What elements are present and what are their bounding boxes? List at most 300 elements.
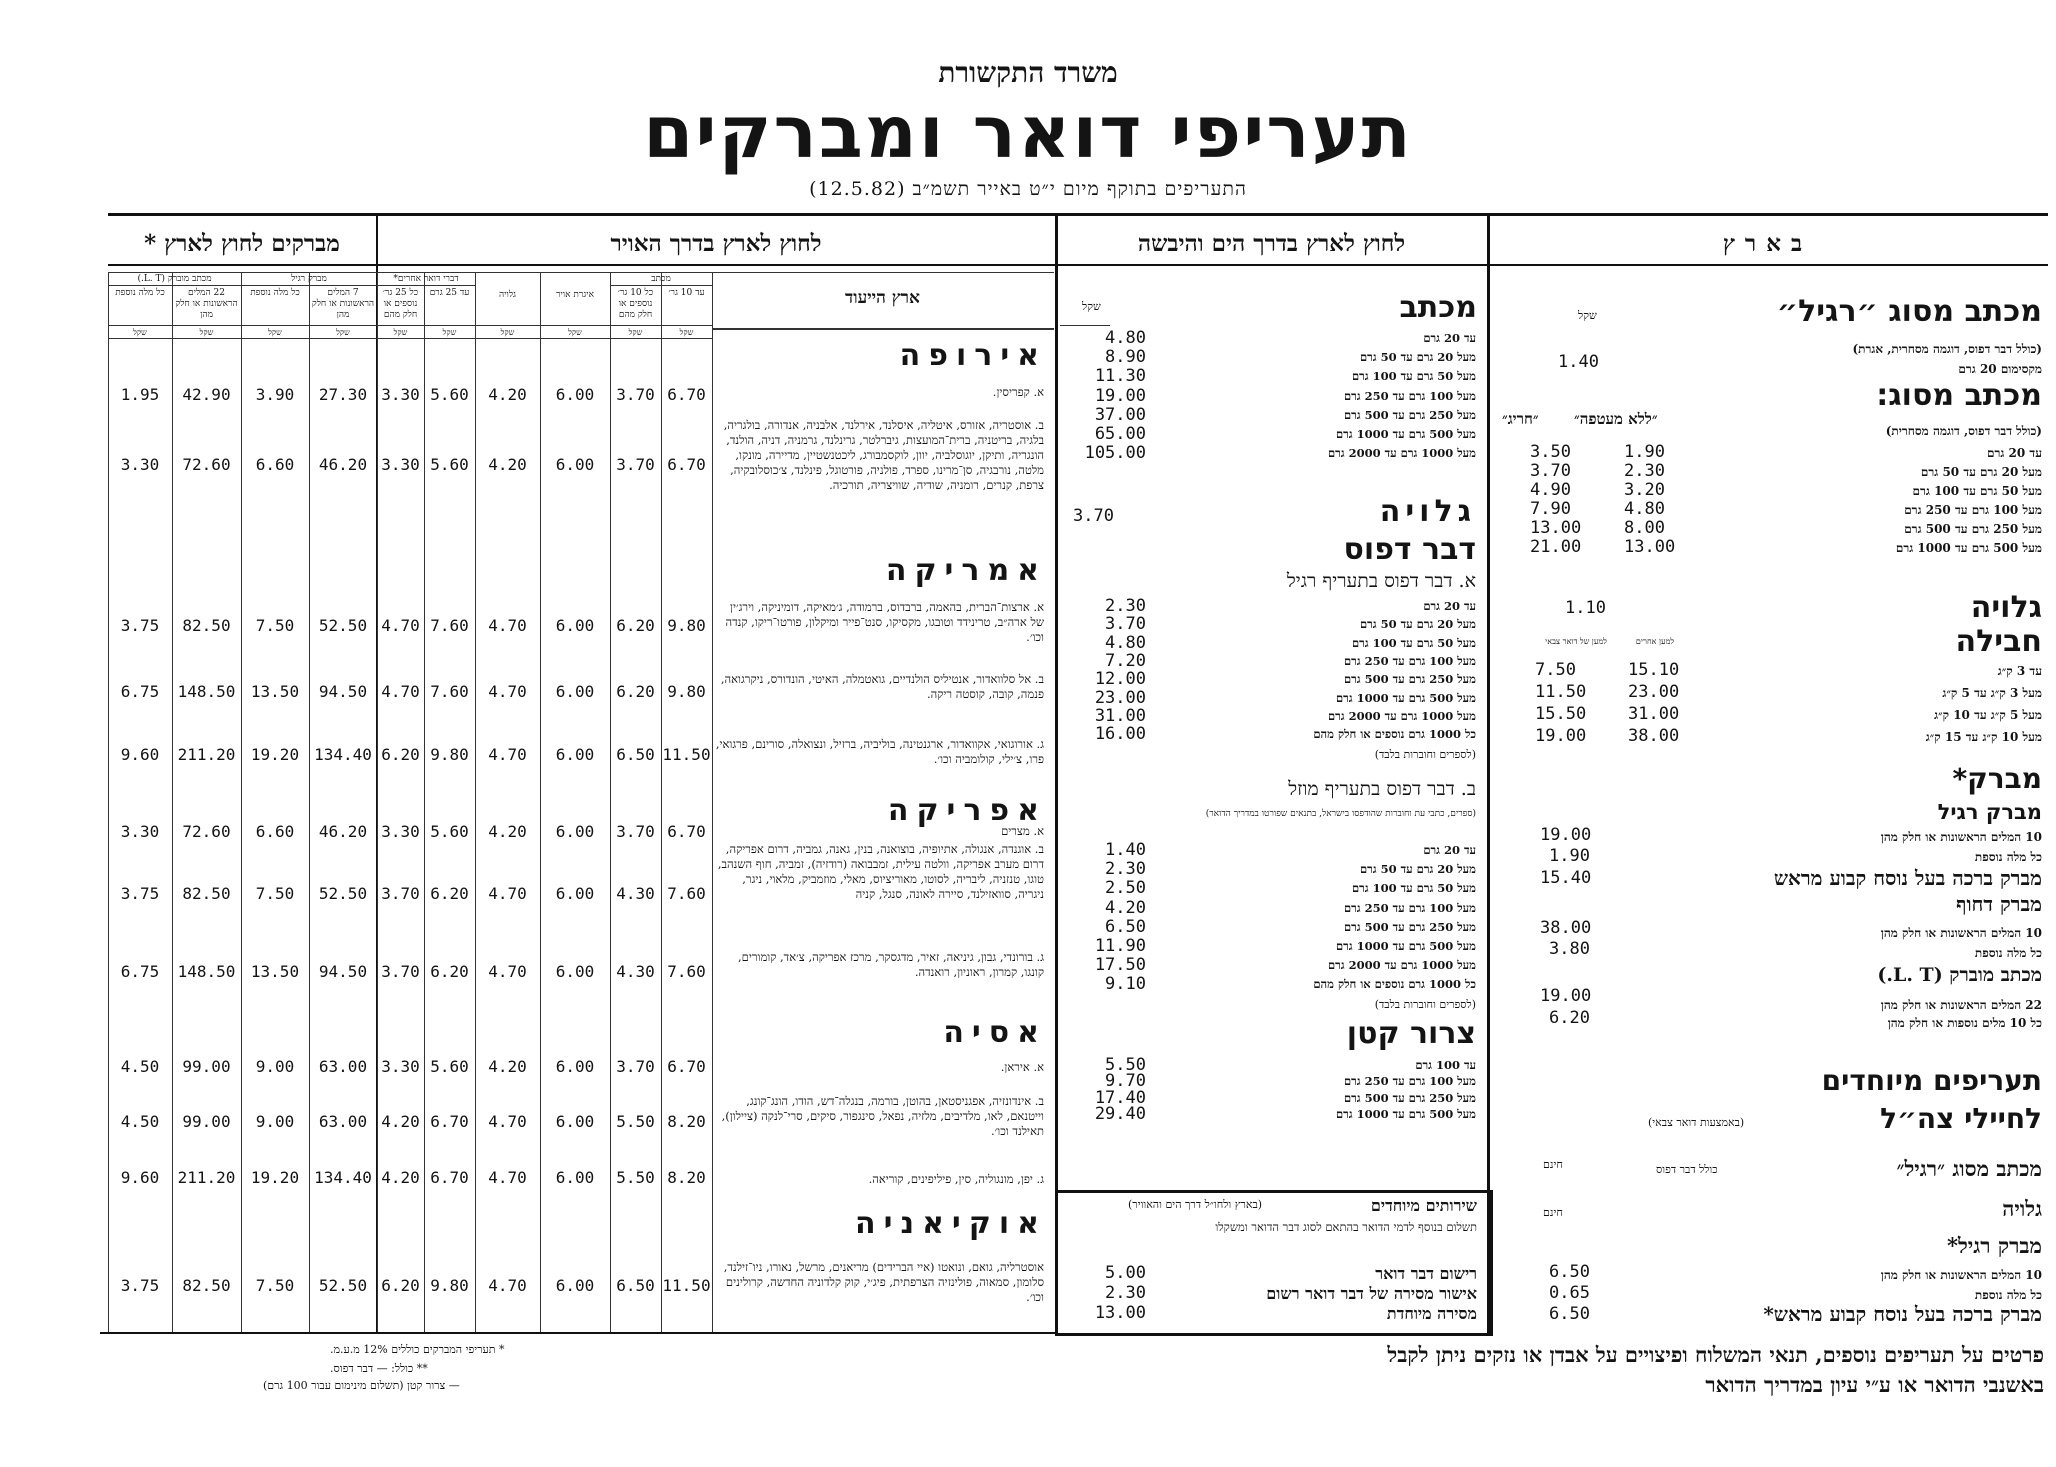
printed-b-row-price: 2.30 [1105, 859, 1146, 880]
letter-type-row-a: 4.90 [1530, 480, 1571, 500]
air-rate-lt-first22: 99.00 [182, 1057, 231, 1076]
printed-a-row-price: 31.00 [1094, 705, 1146, 726]
air-rate-aerogram: 6.00 [555, 455, 595, 474]
air-rate-aerogram: 6.00 [555, 822, 595, 841]
printed-b-row-label: מעל 1000 גרם עד 2000 גרם [1327, 958, 1476, 973]
parcel-row-a: 19.00 [1535, 726, 1587, 746]
printed-a-row-label: מעל 20 גרם עד 50 גרם [1359, 617, 1476, 632]
air-destination-text: א. מצרים [1001, 824, 1044, 838]
air-rate-print-each25: 4.70 [381, 616, 420, 635]
page-title: תעריפי דואר ומברקים [643, 90, 1413, 174]
printed-b-row-label: מעל 250 גרם עד 500 גרם [1343, 919, 1476, 934]
air-rate-lt-first22: 148.50 [177, 682, 236, 701]
letter-type-row-a: 21.00 [1530, 537, 1582, 557]
regular-letter-max-price: 1.40 [1558, 352, 1599, 372]
urgent-extra-label: כל מלה נוספת [1974, 946, 2042, 960]
small-packet-row-label: מעל 500 גרם עד 1000 גרם [1335, 1106, 1476, 1121]
air-destination-text: א. ארצות־הברית, בהאמה, ברבדוס, ברמודה, ג׳מאיקה, דומיניקה, וירג׳ין של ארה״ב, טרינידד וטובגו, מקסיקו, סנט־פייר ומיקלון, פורטו־ריקו, קנדה וכו׳. [725, 600, 1044, 644]
printed-b-row-price: 6.50 [1105, 916, 1146, 937]
special-row-label: אישור מסירה של דבר דואר רשום [1266, 1284, 1477, 1303]
parcel-row-label: עד 3 ק״ג [1997, 664, 2042, 678]
printed-a-row-label: מעל 100 גרם עד 250 גרם [1343, 653, 1476, 668]
air-rate-print-each25: 6.20 [381, 1276, 420, 1295]
letter-type-row-b: 1.90 [1624, 442, 1665, 462]
printed-a-row-price: 16.00 [1094, 724, 1146, 745]
section-air: לחוץ לארץ בדרך האויר [610, 230, 822, 257]
air-rate-print-upto25: 7.60 [430, 682, 469, 701]
printed-a-row-price: 4.80 [1105, 632, 1146, 653]
air-rate-aerogram: 6.00 [555, 385, 595, 404]
air-rate-tel-first7: 94.50 [318, 682, 368, 701]
air-print-group: דברי דואר אחרים* [393, 274, 459, 284]
urgent-first10-price: 38.00 [1540, 918, 1592, 938]
printed-b-row-price: 1.40 [1105, 840, 1146, 860]
air-rate-print-each25: 3.30 [381, 1057, 420, 1076]
air-rate-postcard: 4.70 [488, 1168, 527, 1187]
air-rate-print-each25: 4.70 [381, 682, 420, 701]
letter-type-row-b: 4.80 [1624, 499, 1665, 519]
air-rate-tel-first7: 27.30 [318, 385, 368, 404]
printed-a-row-label: מעל 1000 גרם עד 2000 גרם [1327, 708, 1476, 723]
surface-letter-row-label: מעל 100 גרם עד 250 גרם [1343, 388, 1476, 403]
surface-letter-row-price: 19.00 [1094, 385, 1146, 406]
soldiers-regular-letter: מכתב מסוג ״רגיל״ [1896, 1156, 2042, 1181]
lt-first22-price: 19.00 [1540, 986, 1592, 1006]
section-surface: לחוץ לארץ בדרך הים והיבשה [1137, 230, 1406, 257]
letter-type-row-label: מעל 50 גרם עד 100 גרם [1912, 484, 2042, 498]
air-rate-tel-first7: 52.50 [318, 1276, 368, 1295]
air-rate-print-each25: 3.70 [381, 962, 420, 981]
soldiers-greeting-label: מברק ברכה בעל נוסח קבוע מראש* [1763, 1302, 2042, 1326]
air-rate-tel-extra: 7.50 [255, 1276, 295, 1295]
air-rate-letter-upto10: 7.60 [667, 962, 706, 981]
letter-type-row-a: 7.90 [1530, 499, 1571, 519]
air-rate-letter-each10: 6.50 [616, 1276, 655, 1295]
surface-postcard-price: 3.70 [1073, 506, 1114, 526]
air-rate-print-each25: 3.30 [381, 385, 420, 404]
surface-postcard-title: גלויה [1379, 494, 1476, 529]
air-col-header-letter-each10: כל 10 גר׳ נוספים או חלק מהם [617, 288, 654, 320]
air-rate-letter-each10: 3.70 [616, 1057, 655, 1076]
air-rate-lt-extra: 4.50 [120, 1057, 160, 1076]
printed-a-row-price: 7.20 [1105, 650, 1146, 671]
air-col-header-letter-upto10: עד 10 גר׳ [668, 288, 705, 298]
air-rate-postcard: 4.70 [488, 1276, 527, 1295]
telegram-extra-price: 1.90 [1549, 846, 1590, 866]
air-group-rule [377, 285, 475, 286]
letter-type-row-a: 13.00 [1530, 518, 1582, 538]
air-rate-letter-upto10: 6.70 [667, 385, 706, 404]
air-rate-lt-extra: 3.75 [120, 884, 160, 903]
air-col-currency: שקל [133, 328, 147, 337]
bottom-rule [100, 1332, 1055, 1334]
air-region-name: אמריקה [885, 553, 1047, 588]
air-rate-lt-first22: 211.20 [177, 745, 236, 764]
printed-b-title: ב. דבר דפוס בתעריף מוזל [1288, 778, 1476, 800]
air-rate-letter-upto10: 6.70 [667, 1057, 706, 1076]
printed-a-row-label: מעל 500 גרם עד 1000 גרם [1335, 690, 1476, 705]
air-rate-lt-first22: 42.90 [182, 385, 231, 404]
air-head-bottom-rule [108, 325, 712, 326]
air-rate-print-upto25: 5.60 [430, 822, 469, 841]
letter-type-row-label: מעל 20 גרם עד 50 גרם [1920, 465, 2042, 479]
soldiers-title-1: תעריפים מיוחדים [1821, 1064, 2042, 1097]
surface-letter-row-price: 4.80 [1105, 328, 1146, 348]
telegram-first10-label: 10 המלים הראשונות או חלק מהן [1880, 830, 2042, 844]
air-region-name: אסיה [943, 1015, 1047, 1050]
ministry-name: משרד התקשורת [938, 56, 1118, 89]
soldiers-regular-letter-note: כולל דבר דפוס [1656, 1163, 1718, 1176]
air-rate-letter-each10: 6.20 [616, 682, 655, 701]
air-rate-lt-extra: 3.30 [120, 455, 160, 474]
air-rate-tel-extra: 13.50 [250, 962, 300, 981]
parcel-row-b: 23.00 [1628, 682, 1680, 702]
printed-b-row-label: עד 20 גרם [1423, 843, 1476, 857]
parcel-row-b: 31.00 [1628, 704, 1680, 724]
small-packet-row-price: 5.50 [1105, 1055, 1146, 1075]
air-rate-aerogram: 6.00 [555, 616, 595, 635]
air-rate-lt-first22: 99.00 [182, 1112, 231, 1131]
air-rate-lt-first22: 72.60 [182, 822, 231, 841]
telegram-first10-price: 19.00 [1540, 825, 1592, 845]
small-packet-row-price: 17.40 [1094, 1087, 1146, 1108]
soldiers-greeting-price: 6.50 [1549, 1304, 1590, 1324]
air-rate-lt-extra: 4.50 [120, 1112, 160, 1131]
air-rate-tel-extra: 6.60 [255, 455, 295, 474]
destination-header: ארץ הייעוד [845, 288, 920, 308]
air-rate-tel-extra: 19.20 [250, 1168, 300, 1187]
air-rate-lt-extra: 3.75 [120, 616, 160, 635]
air-region-name: אירופה [899, 338, 1047, 373]
letter-type-row-b: 3.20 [1624, 480, 1665, 500]
air-rate-print-upto25: 5.60 [430, 455, 469, 474]
letter-type-row-b: 8.00 [1624, 518, 1665, 538]
air-rate-aerogram: 6.00 [555, 1276, 595, 1295]
letter-type-col-a: ״חריג״ [1502, 410, 1539, 428]
printed-a-row-price: 2.30 [1105, 596, 1146, 616]
small-packet-title: צרור קטן [1346, 1016, 1476, 1051]
air-rate-tel-first7: 46.20 [318, 455, 368, 474]
air-group-rule [610, 285, 712, 286]
printed-b-row-price: 11.90 [1094, 936, 1146, 956]
surface-letter-row-label: מעל 1000 גרם עד 2000 גרם [1327, 446, 1476, 461]
air-rate-lt-extra: 1.95 [120, 385, 160, 404]
small-packet-row-price: 9.70 [1105, 1071, 1146, 1092]
parcel-row-label: מעל 5 ק״ג עד 10 ק״ג [1934, 708, 2042, 722]
parcel-row-label: מעל 10 ק״ג עד 15 ק״ג [1925, 730, 2042, 744]
air-rate-letter-each10: 3.70 [616, 385, 655, 404]
air-destination-text: ב. אל סלוואדור, אנטיליס הולנדיים, גואטמלה, האיטי, הונדורס, ניקרגואה, פנמה, קובה, קוסטה ריקה. [720, 672, 1044, 701]
air-rate-letter-upto10: 6.70 [667, 455, 706, 474]
page-subtitle: התעריפים בתוקף מיום י״ט באייר תשמ״ב (12.5.82) [809, 178, 1247, 200]
printed-b-row-label: מעל 100 גרם עד 250 גרם [1343, 900, 1476, 915]
parcel-row-a: 7.50 [1535, 660, 1576, 680]
air-rate-letter-upto10: 8.20 [667, 1112, 706, 1131]
special-services-note: תשלום בנוסף לדמי הדואר בהתאם לסוג דבר הדואר ומשקלו [1215, 1220, 1477, 1234]
air-rate-print-each25: 4.20 [381, 1112, 420, 1131]
air-rate-lt-first22: 148.50 [177, 962, 236, 981]
air-rate-lt-extra: 9.60 [120, 1168, 160, 1187]
printed-b-row-label: מעל 50 גרם עד 100 גרם [1351, 881, 1476, 896]
air-destination-text: ג. יפן, מונגוליה, סין, פיליפינים, קוריאה. [868, 1172, 1044, 1186]
parcel-col-b: למען אחרים [1635, 637, 1675, 646]
small-packet-row-price: 29.40 [1094, 1103, 1146, 1124]
air-col-header-print-upto25: עד 25 גרם [429, 288, 470, 298]
surface-letter-row-price: 11.30 [1094, 366, 1146, 387]
air-rate-print-upto25: 7.60 [430, 616, 469, 635]
special-row-label: מסירה מיוחדת [1386, 1304, 1477, 1323]
air-col-currency: שקל [568, 328, 582, 337]
soldiers-first10-label: 10 המלים הראשונות או חלק מהן [1880, 1268, 2042, 1282]
small-packet-row-label: מעל 100 גרם עד 250 גרם [1343, 1074, 1476, 1089]
parcel-row-a: 11.50 [1535, 682, 1587, 702]
air-rate-postcard: 4.70 [488, 682, 527, 701]
special-services-title-note: (בארץ ולחו״ל דרך הים והאוויר) [1128, 1198, 1263, 1211]
air-rate-lt-first22: 82.50 [182, 616, 231, 635]
air-rate-tel-first7: 52.50 [318, 884, 368, 903]
parcel-row-b: 38.00 [1628, 726, 1680, 746]
air-destination-text: ב. אוסטריה, אזורס, איטליה, איסלנד, אירלנד, אלבניה, אנדורה, בולגריה, בלגיה, בריטניה, ברית־המועצות, גיברלטר, גרינלנד, גרמניה, דניה, הולנד, הונגריה, ותיקן, יוגוסלביה, יוון, לוקסמבורג, ליכטנשטיין, מדיירה, מונקו, מלטה, נורבגיה, סן־מרינו, ספרד, פולניה, פורטוגל, פינלנד, צ׳כוסלובקיה, צרפת, קנרים, רומניה, שודיה, שוויצריה, תורכיה. [723, 418, 1044, 492]
letter-type-row-label: מעל 500 גרם עד 1000 גרם [1895, 541, 2042, 555]
air-rate-print-upto25: 9.80 [430, 745, 469, 764]
special-row-price: 13.00 [1094, 1303, 1146, 1323]
air-rate-postcard: 4.70 [488, 962, 527, 981]
air-rate-tel-extra: 9.00 [255, 1112, 295, 1131]
air-rate-lt-extra: 9.60 [120, 745, 160, 764]
letter-type-row-a: 3.50 [1530, 442, 1571, 462]
letter-type-row-a: 3.70 [1530, 461, 1571, 481]
air-destination-text: ב. אוגנדה, אנגולה, אתיופיה, בוצואנה, בנין, גאנה, גמביה, דרום אפריקה, דרום מערב אפריקה, וולטה עילית, זמבבואה (רודזיה), זמביה, חוף השנהב, טוגו, טנזניה, ליבריה, לסוטו, מאוריציוס, מאלי, מוזמביק, מלאוי, ניגר, ניגריה, סוואזילנד, סיירה לאונה, סנגל, קניה [717, 842, 1044, 901]
printed-b-row-label: מעל 20 גרם עד 50 גרם [1359, 862, 1476, 877]
domestic-postcard-price: 1.10 [1565, 598, 1606, 618]
printed-b-row-price: 17.50 [1094, 955, 1146, 976]
surface-letter-row-label: מעל 50 גרם עד 100 גרם [1351, 369, 1476, 384]
parcel-col-a: למען של דואר צבאי [1545, 637, 1607, 646]
air-rate-print-each25: 6.20 [381, 745, 420, 764]
air-rate-print-each25: 3.70 [381, 884, 420, 903]
air-rate-letter-upto10: 9.80 [667, 682, 706, 701]
air-rate-tel-extra: 19.20 [250, 745, 300, 764]
air-rate-print-upto25: 5.60 [430, 385, 469, 404]
regular-telegram-label: מברק רגיל [1937, 800, 2042, 824]
air-col-header-print-each25: כל 25 גר׳ נוספים או חלק מהם [382, 288, 419, 320]
air-rate-tel-first7: 63.00 [318, 1057, 368, 1076]
lt-extra-label: כל 10 מלים נוספות או חלק מהן [1887, 1016, 2042, 1030]
air-rate-tel-first7: 46.20 [318, 822, 368, 841]
destination-header-rule [712, 328, 1054, 330]
air-currency-rule [108, 338, 712, 339]
printed-b-note: (ספרים, כתבי עת וחוברות שהודפסו בישראל, בתנאים שפורטו במדריך הדואר) [1205, 809, 1476, 819]
air-rate-letter-upto10: 11.50 [662, 1276, 711, 1295]
air-rate-letter-each10: 4.30 [616, 884, 655, 903]
air-rate-aerogram: 6.00 [555, 682, 595, 701]
footnote-1: * תעריפי המברקים כוללים 12% מ.ע.מ. [330, 1343, 505, 1356]
greeting-fixed-label: מברק ברכה בעל נוסח קבוע מראש [1773, 866, 2042, 890]
air-rate-tel-first7: 134.40 [314, 745, 372, 764]
surface-letter-row-price: 8.90 [1105, 347, 1146, 368]
air-group-rule [241, 285, 377, 286]
air-col-header-aerogram: איגרת אויר [556, 290, 594, 300]
regular-letter-title: מכתב מסוג ״רגיל״ [1776, 294, 2042, 329]
air-rate-tel-extra: 13.50 [250, 682, 300, 701]
air-destination-text: אוסטרליה, גואם, ונואטו (איי הברידים) מריאנים, מרשל, נאורו, ניו־זילנד, סלומון, סמאוה, פולינזיה הצרפתית, פיג׳י, קוק קלדוניה החדשה, קרולינים וכו׳. [723, 1260, 1044, 1304]
letter-type-note: (כולל דבר דפוס, דוגמה מסחרית) [1885, 424, 2042, 438]
air-rate-print-upto25: 6.20 [430, 884, 469, 903]
air-col-currency: שקל [393, 328, 408, 337]
soldiers-regular-telegram: מברק רגיל* [1947, 1233, 2042, 1258]
air-rate-tel-extra: 6.60 [255, 822, 295, 841]
air-rate-tel-first7: 63.00 [318, 1112, 368, 1131]
air-rate-lt-first22: 82.50 [182, 884, 231, 903]
section-domestic: בארץ [1722, 230, 1813, 257]
air-col-currency: שקל [628, 328, 643, 337]
printed-matter-title: דבר דפוס [1343, 532, 1476, 567]
air-rate-lt-extra: 3.30 [120, 822, 160, 841]
lt-first22-label: 22 המלים הראשונות או חלק מהן [1880, 998, 2042, 1012]
air-rate-print-each25: 3.30 [381, 822, 420, 841]
telegram-title: מברק* [1952, 762, 2042, 795]
air-rate-print-upto25: 9.80 [430, 1276, 469, 1295]
printed-b-note2: (לספרים וחוברות בלבד) [1374, 998, 1476, 1011]
surface-letter-row-label: מעל 20 גרם עד 50 גרם [1359, 350, 1476, 365]
bottom-note-2: באשנבי הדואר או ע״י עיון במדריך הדואר [1705, 1372, 2044, 1397]
letter-type-row-label: מעל 100 גרם עד 250 גרם [1904, 503, 2042, 517]
urgent-first10-label: 10 המלים הראשונות או חלק מהן [1880, 926, 2042, 940]
soldiers-title-2: לחיילי צה״ל [1880, 1102, 2042, 1135]
urgent-extra-price: 3.80 [1549, 939, 1590, 959]
air-rate-postcard: 4.70 [488, 884, 527, 903]
air-rate-aerogram: 6.00 [555, 745, 595, 764]
air-rate-print-each25: 3.30 [381, 455, 420, 474]
surface-letter-title: מכתב [1399, 290, 1477, 325]
air-rate-letter-upto10: 11.50 [662, 745, 711, 764]
soldiers-letter-free: חינם [1543, 1158, 1563, 1171]
special-row-price: 2.30 [1105, 1283, 1146, 1303]
printed-a-row-label: מעל 50 גרם עד 100 גרם [1351, 635, 1476, 650]
air-rate-letter-upto10: 7.60 [667, 884, 706, 903]
printed-a-row-label: עד 20 גרם [1423, 599, 1476, 613]
small-packet-row-label: מעל 250 גרם עד 500 גרם [1343, 1090, 1476, 1105]
air-group-rule [108, 285, 241, 286]
printed-b-row-price: 2.50 [1105, 878, 1146, 899]
air-rate-aerogram: 6.00 [555, 962, 595, 981]
air-tel-group: מברק רגיל [291, 274, 327, 284]
air-destination-text: א. קפריסין. [992, 385, 1044, 399]
air-col-currency: שקל [199, 328, 214, 337]
air-col-header-tel-first7: 7 המלים הראשונות או חלק מהן [311, 288, 375, 320]
telegram-extra-label: כל מלה נוספת [1974, 850, 2042, 864]
printed-a-note: (לספרים וחוברות בלבד) [1374, 748, 1476, 761]
air-rate-aerogram: 6.00 [555, 1057, 595, 1076]
air-rate-print-upto25: 6.70 [430, 1168, 469, 1187]
printed-a-row-price: 3.70 [1105, 614, 1146, 635]
air-col-header-tel-extra: כל מלה נוספת [250, 288, 300, 298]
printed-b-row-label: כל 1000 גרם נוספים או חלק מהם [1313, 977, 1476, 992]
air-rate-postcard: 4.70 [488, 745, 527, 764]
printed-a-row-price: 23.00 [1094, 687, 1146, 708]
regular-letter-note: (כולל דבר דפוס, דוגמה מסחרית, אגרת) [1852, 342, 2042, 356]
domestic-currency: שקל [1578, 309, 1597, 322]
surface-currency-rule [1060, 325, 1110, 326]
air-col-header-postcard: גלויה [498, 290, 517, 300]
divider-surface-domestic [1487, 213, 1490, 1333]
surface-currency: שקל [1082, 300, 1101, 313]
soldiers-extra-price: 0.65 [1549, 1283, 1590, 1303]
air-rate-print-upto25: 6.20 [430, 962, 469, 981]
air-rate-postcard: 4.20 [488, 455, 527, 474]
air-rate-lt-first22: 72.60 [182, 455, 231, 474]
air-destination-text: ב. אינדונזיה, אפגניסטאן, בהוטן, בורמה, בנגלה־דש, הודו, הונג־קונג, וייטנאם, לאו, מלדיבים, מלזיה, נפאל, סינגפור, סיקים, סרי־לנקה (ציילון), תאילנד וכו׳. [721, 1094, 1044, 1138]
air-rate-tel-extra: 7.50 [255, 616, 295, 635]
parcel-row-label: מעל 3 ק״ג עד 5 ק״ג [1942, 686, 2042, 700]
air-rate-letter-upto10: 8.20 [667, 1168, 706, 1187]
air-col-currency: שקל [336, 328, 350, 337]
parcel-title: חבילה [1955, 624, 2042, 659]
letter-type-title: מכתב מסוג: [1876, 378, 2042, 413]
air-rate-aerogram: 6.00 [555, 884, 595, 903]
air-rate-lt-extra: 3.75 [120, 1276, 160, 1295]
air-rate-print-each25: 4.20 [381, 1168, 420, 1187]
footnote-3: — צרור קטן (תשלום מינימום עבור 100 גרם) [263, 1379, 460, 1392]
air-rate-tel-first7: 134.40 [314, 1168, 372, 1187]
letter-type-col-b: ״ללא מעטפה״ [1574, 410, 1658, 428]
air-rate-postcard: 4.20 [488, 822, 527, 841]
air-rate-tel-extra: 3.90 [255, 385, 295, 404]
soldiers-extra-label: כל מלה נוספת [1974, 1288, 2042, 1302]
lt-extra-price: 6.20 [1549, 1008, 1590, 1028]
soldiers-title-note: (באמצעות דואר צבאי) [1648, 1116, 1745, 1129]
letter-type-row-label: עד 20 גרם [1987, 446, 2042, 460]
air-rate-postcard: 4.70 [488, 616, 527, 635]
printed-b-row-price: 9.10 [1105, 974, 1146, 995]
printed-a-row-label: כל 1000 גרם נוספים או חלק מהם [1313, 727, 1476, 742]
air-rate-print-upto25: 5.60 [430, 1057, 469, 1076]
air-lt-group: מכתב מוברק (L. T.) [137, 274, 212, 284]
air-rate-tel-first7: 52.50 [318, 616, 368, 635]
surface-letter-row-price: 37.00 [1094, 404, 1146, 425]
letter-type-row-b: 13.00 [1624, 537, 1676, 557]
top-rule [108, 213, 2048, 216]
air-rate-postcard: 4.20 [488, 385, 527, 404]
air-rate-lt-extra: 6.75 [120, 962, 160, 981]
air-rate-letter-upto10: 6.70 [667, 822, 706, 841]
printed-b-row-label: מעל 500 גרם עד 1000 גרם [1335, 939, 1476, 953]
air-col-currency: שקל [500, 328, 515, 337]
special-services-title: שירותים מיוחדים [1370, 1196, 1477, 1215]
air-rate-letter-each10: 5.50 [616, 1112, 655, 1131]
air-rate-lt-first22: 82.50 [182, 1276, 231, 1295]
air-col-currency: שקל [679, 328, 694, 337]
section-telegrams: מברקים לחוץ לארץ * [144, 230, 340, 257]
surface-letter-row-label: מעל 250 גרם עד 500 גרם [1343, 407, 1476, 422]
air-rate-letter-each10: 3.70 [616, 455, 655, 474]
printed-a-row-price: 12.00 [1094, 669, 1146, 690]
air-region-name: אוקיאניה [855, 1206, 1047, 1241]
section-head-rule [108, 264, 2048, 266]
air-rate-letter-upto10: 9.80 [667, 616, 706, 635]
air-rate-lt-extra: 6.75 [120, 682, 160, 701]
surface-letter-row-label: מעל 500 גרם עד 1000 גרם [1335, 427, 1476, 441]
letter-type-row-b: 2.30 [1624, 461, 1665, 481]
air-rate-aerogram: 6.00 [555, 1112, 595, 1131]
air-rate-letter-each10: 6.20 [616, 616, 655, 635]
air-col-currency: שקל [268, 328, 282, 337]
air-rate-aerogram: 6.00 [555, 1168, 595, 1187]
regular-letter-max-label: מקסימום 20 גרם [1958, 362, 2042, 376]
surface-letter-row-price: 105.00 [1084, 443, 1146, 464]
air-rate-tel-extra: 7.50 [255, 884, 295, 903]
bottom-note-1: פרטים על תעריפים נוספים, תנאי המשלוח ופיצויים על אבדן או נזקים ניתן לקבל [1387, 1342, 2044, 1367]
